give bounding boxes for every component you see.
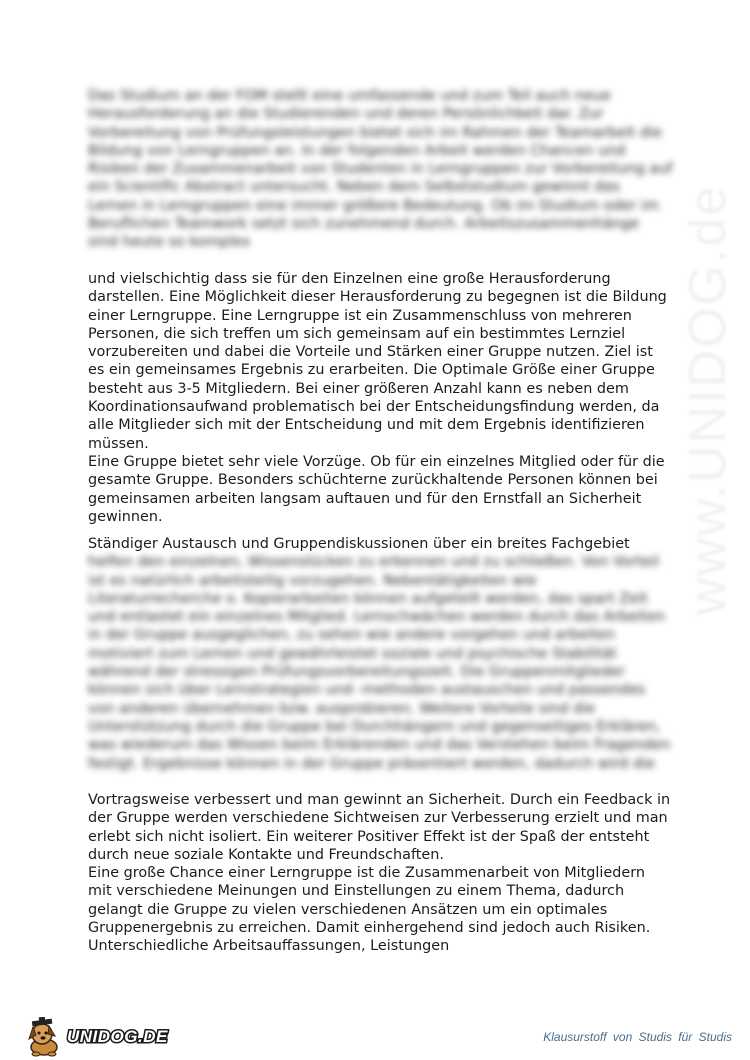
paragraph-intro: und vielschichtig dass sie für den Einzelnen eine große Herausforderung darstellen. Eine Möglichkeit dieser Herausforderung zu begegnen ist die Bildung einer Lerngruppe. Eine Lerngruppe ist ein Zusammenschluss von mehreren Personen, die sich treffen um sich gemeinsam auf ein bestimmtes Lernziel vorzubereiten und dabei die Vorteile und Stärken einer Gruppe nutzen. Ziel ist es ein gemeinsames Ergebnis zu erarbeiten. Die Optimale Größe einer Gruppe besteht aus 3-5 Mitgliedern. Bei einer größeren Anzahl kann es neben dem Koordinationsaufwand problematisch bei der Entscheidungsfindung werden, da alle Mitglieder sich mit der Entscheidung und mit dem Ergebnis identifizieren müssen. — [88, 271, 667, 452]
logo-text: UNIDOG.DE — [67, 1027, 168, 1046]
paragraph-exchange: Ständiger Austausch und Gruppendiskussionen über ein breites Fachgebiet — [88, 536, 630, 552]
visible-section-1 — [88, 270, 673, 526]
blurred-text: Das Studium an der FOM stellt eine umfassende und zum Teil auch neue Herausforderung an die Studierenden und deren Persönlichkeit dar. Zur Vorbereitung von Prüfungsleistungen bietet sich im Rahmen der Teamarbeit die Bildung von Lerngruppen an. In der folgenden Arbeit werden Chancen und Risiken der Zusammenarbeit von Studenten in Lerngruppen zur Vorbereitung auf ein Scientific Abstract untersucht. Neben dem Selbststudium gewinnt das Lernen in Lerngruppen eine immer größere Bedeutung. Ob im Studium oder im Beruflichen Teamwork setzt sich zunehmend durch. Arbeitszusammenhänge sind heute so komplex — [88, 88, 673, 251]
unidog-logo[interactable] — [22, 1017, 172, 1057]
mixed-section — [88, 535, 673, 773]
visible-section-2 — [88, 791, 673, 956]
paragraph-advantages: Eine Gruppe bietet sehr viele Vorzüge. Ob für ein einzelnes Mitglied oder für die gesamte Gruppe. Besonders schüchterne zurückhaltende Personen können bei gemeinsamen arbeiten langsam auftauen und für den Ernstfall an Sicherheit gewinnen. — [88, 453, 665, 525]
footer-tagline: Klausurstoff von Studis für Studis — [543, 1030, 732, 1044]
blurred-paragraph-middle: helfen den einzelnen, Wissenslücken zu erkennen und zu schließen. Von Vorteil ist es natürlich arbeitsteilig vorzugehen. Nebentätigkeiten wie Literaturrecherche o. Kopierarbeiten können aufgeteilt werden, das spart Zeit und entlastet ein einzelnes Mitglied. Lernschwächen werden durch das Arbeiten in der Gruppe ausgeglichen, zu sehen wie andere vorgehen und arbeiten motiviert zum Lernen und gewährleistet soziale und psychische Stabilität während der stressigen Prüfungsvorbereitungszeit. Die Gruppenmitglieder können sich über Lernstrategien und -methoden austauschen und passendes von anderen übernehmen bzw. ausprobieren. Weitere Vorteile sind die Unterstützung durch die Gruppe bei Durchhängern und gegenseitiges Erklären, was wiederum das Wissen beim Erklärenden und das Verstehen beim Fragenden festigt. Ergebnisse können in der Gruppe präsentiert werden, dadurch wird die — [88, 554, 671, 772]
dog-mascot-icon — [22, 1017, 66, 1057]
paragraph-feedback: Vortragsweise verbessert und man gewinnt an Sicherheit. Durch ein Feedback in der Gruppe werden verschiedene Sichtweisen zur Verbesserung erzielt und man erlebt sich nicht isoliert. Ein weiterer Positiver Effekt ist der Spaß der entsteht durch neue soziale Kontakte und Freundschaften. — [88, 792, 671, 863]
watermark: www.UNIDOG.de — [679, 184, 737, 616]
paragraph-chances: Eine große Chance einer Lerngruppe ist die Zusammenarbeit von Mitgliedern mit verschiedene Meinungen und Einstellungen zu einem Thema, dadurch gelangt die Gruppe zu vielen verschiedenen Ansätzen um ein optimales Gruppenergebnis zu erreichen. Damit einhergehend sind jedoch auch Risiken. Unterschiedliche Arbeitsauffassungen, Leistungen — [88, 865, 651, 955]
blurred-paragraph-top — [88, 87, 673, 252]
